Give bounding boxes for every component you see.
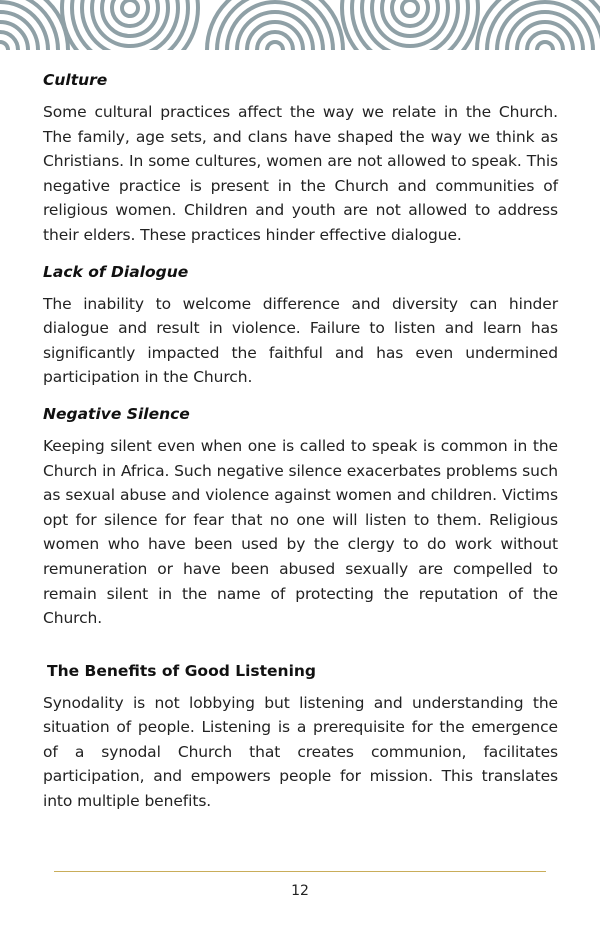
section-heading-culture: Culture	[43, 71, 108, 89]
benefits-heading: The Benefits of Good Listening	[47, 661, 317, 680]
section-heading-negative-silence: Negative Silence	[43, 404, 190, 423]
banner-arc	[267, 42, 283, 50]
banner-arc	[247, 22, 303, 50]
benefits-body: Synodality is not lobbying but listening and understanding the situation of people. Listening is a prerequisite for the emergence of a synodal Church that creates communion, facilitates participation, and empowers people for mission. This translates into multiple benefits.	[43, 693, 558, 811]
banner-arc	[122, 0, 138, 16]
footer-divider	[54, 871, 546, 872]
banner-arc	[112, 0, 148, 26]
banner-arc	[0, 42, 8, 50]
section-heading-lack-of-dialogue: Lack of Dialogue	[43, 262, 189, 281]
page-number: 12	[291, 883, 309, 899]
banner-arc	[392, 0, 428, 26]
banner-arc	[402, 0, 418, 16]
banner-arc	[537, 42, 553, 50]
concentric-arcs-pattern	[0, 0, 600, 50]
page-content	[43, 68, 558, 826]
decorative-banner	[0, 0, 600, 50]
section-body-negative-silence: Keeping silent even when one is called to speak is common in the Church in Africa. Such negative silence exacerbates problems such as sexual abuse and violence against women and children. Victims opt for silence for fear that no one will listen to them. Religious women who have been used by the clergy to do work without remuneration or have been abused sexually are compelled to remain silent in the name of protecting the reputation of the Church.	[43, 436, 558, 628]
section-body-culture: Some cultural practices affect the way we relate in the Church. The family, age sets, and clans have shaped the way we think as Christians. In some cultures, women are not allowed to speak. This negative practice is present in the Church and communities of religious women. Children and youth are not allowed to address their elders. These practices hinder effective dialogue.	[43, 103, 558, 244]
banner-arc	[517, 22, 573, 50]
section-body-lack-of-dialogue: The inability to welcome difference and diversity can hinder dialogue and result in violence. Failure to listen and learn has significantly impacted the faithful and has even undermined participation in the Church.	[43, 294, 558, 387]
